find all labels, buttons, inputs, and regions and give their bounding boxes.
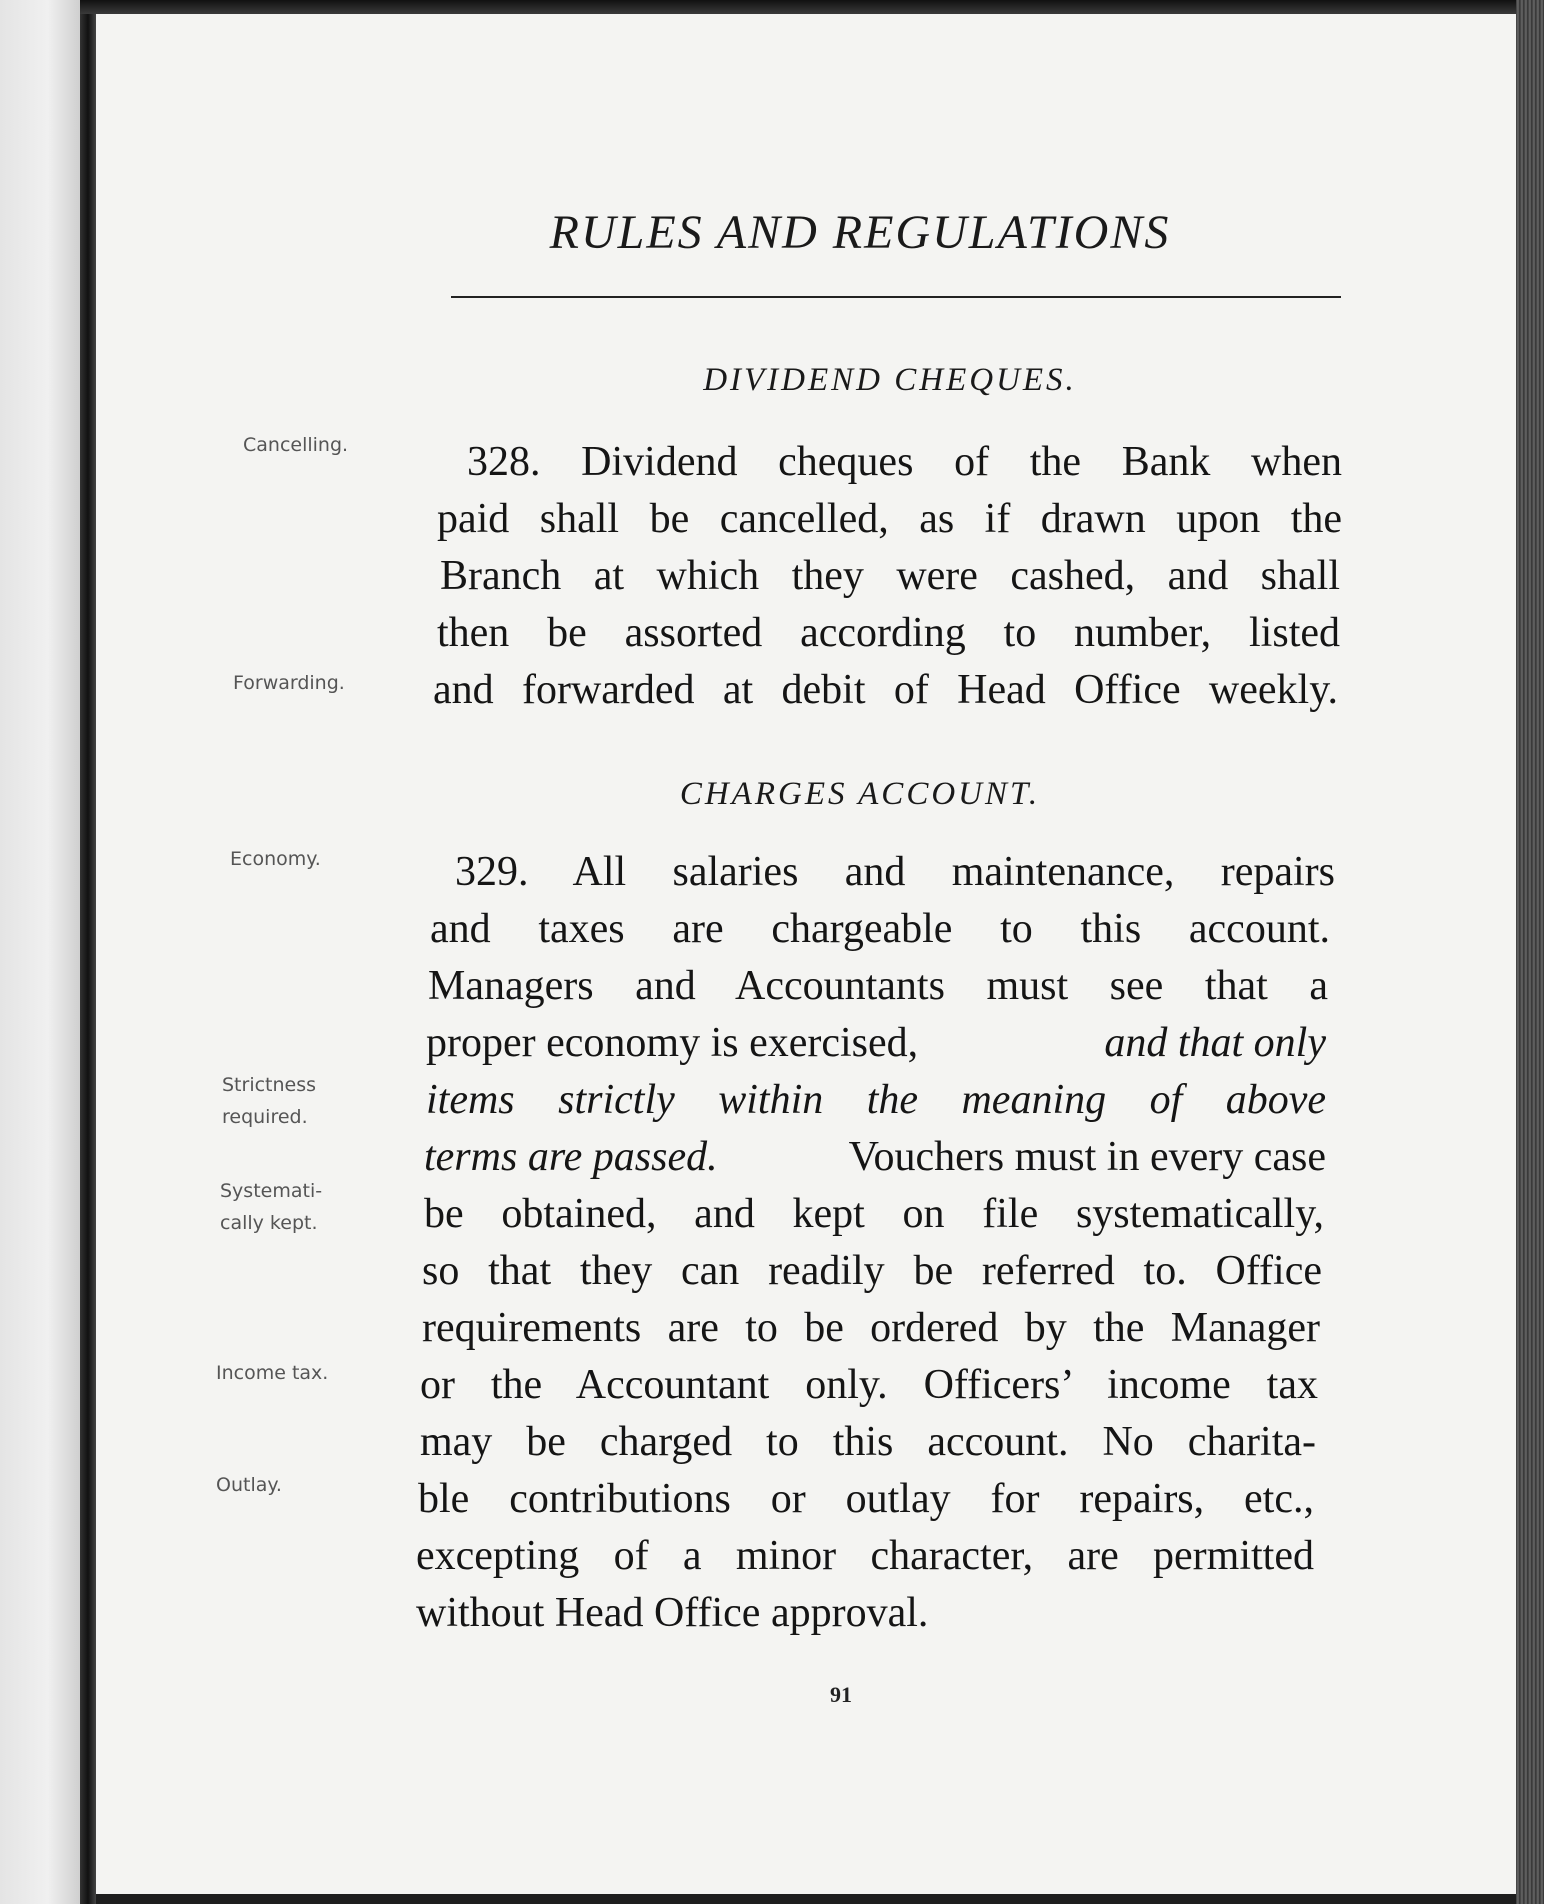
paragraph-329-line-5: items strictly within the meaning of above [426, 1077, 1326, 1123]
paragraph-329-line-2: and taxes are chargeable to this account. [430, 906, 1330, 952]
section-heading-charges-account: CHARGES ACCOUNT. [679, 776, 1041, 812]
paragraph-328-line-1: 328. Dividend cheques of the Bank when [467, 439, 1342, 485]
facing-page-edge [0, 0, 80, 1904]
book-gutter [80, 0, 96, 1904]
margin-note-kept: cally kept. [220, 1212, 318, 1234]
margin-note-forwarding: Forwarding. [233, 672, 345, 694]
margin-note-strictness: Strictness [222, 1074, 317, 1096]
paragraph-329-line-7: be obtained, and kept on file systematically, [424, 1191, 1324, 1237]
paragraph-329-line-11: may be charged to this account. No charita- [420, 1419, 1316, 1465]
paragraph-328-line-4: then be assorted according to number, listed [437, 610, 1340, 656]
top-shadow [80, 0, 1544, 14]
paragraph-329-line-4 [426, 1019, 1326, 1067]
paragraph-329-line-6-roman: Vouchers must in every case [848, 1134, 1326, 1180]
paragraph-329-line-6 [424, 1133, 1326, 1181]
margin-note-economy: Economy. [230, 848, 321, 870]
paragraph-329-line-14: without Head Office approval. [416, 1590, 929, 1636]
paragraph-329-line-13: excepting of a minor character, are permitted [416, 1533, 1314, 1579]
paragraph-329-line-3: Managers and Accountants must see that a [428, 963, 1328, 1009]
margin-note-required: required. [222, 1106, 308, 1128]
margin-note-cancelling: Cancelling. [243, 434, 349, 456]
page-stack-edge [1516, 0, 1544, 1904]
paragraph-329-line-1: 329. All salaries and maintenance, repairs [455, 849, 1335, 895]
paragraph-329-line-12: ble contributions or outlay for repairs, etc., [418, 1476, 1314, 1522]
paragraph-329-line-8: so that they can readily be referred to. Office [422, 1248, 1322, 1294]
page-number: 91 [830, 1682, 852, 1707]
paragraph-328-line-2: paid shall be cancelled, as if drawn upon the [437, 496, 1342, 542]
paragraph-329-line-9: requirements are to be ordered by the Manager [422, 1305, 1320, 1351]
paragraph-329-line-4-italic: and that only [1104, 1020, 1326, 1066]
header-rule [451, 296, 1341, 298]
paragraph-329-line-10: or the Accountant only. Officers’ income tax [420, 1362, 1318, 1408]
paragraph-328-line-5: and forwarded at debit of Head Office weekly. [433, 667, 1338, 713]
margin-note-income-tax: Income tax. [216, 1362, 329, 1384]
paragraph-329-line-4-roman: proper economy is exercised, [426, 1020, 919, 1066]
paragraph-328-line-3: Branch at which they were cashed, and shall [440, 553, 1340, 599]
margin-note-outlay: Outlay. [216, 1474, 282, 1496]
paragraph-329-line-6-italic: terms are passed. [424, 1134, 718, 1180]
margin-note-systematically: Systemati- [220, 1180, 323, 1202]
section-heading-dividend-cheques: DIVIDEND CHEQUES. [703, 362, 1077, 398]
running-head: RULES AND REGULATIONS [549, 206, 1171, 259]
